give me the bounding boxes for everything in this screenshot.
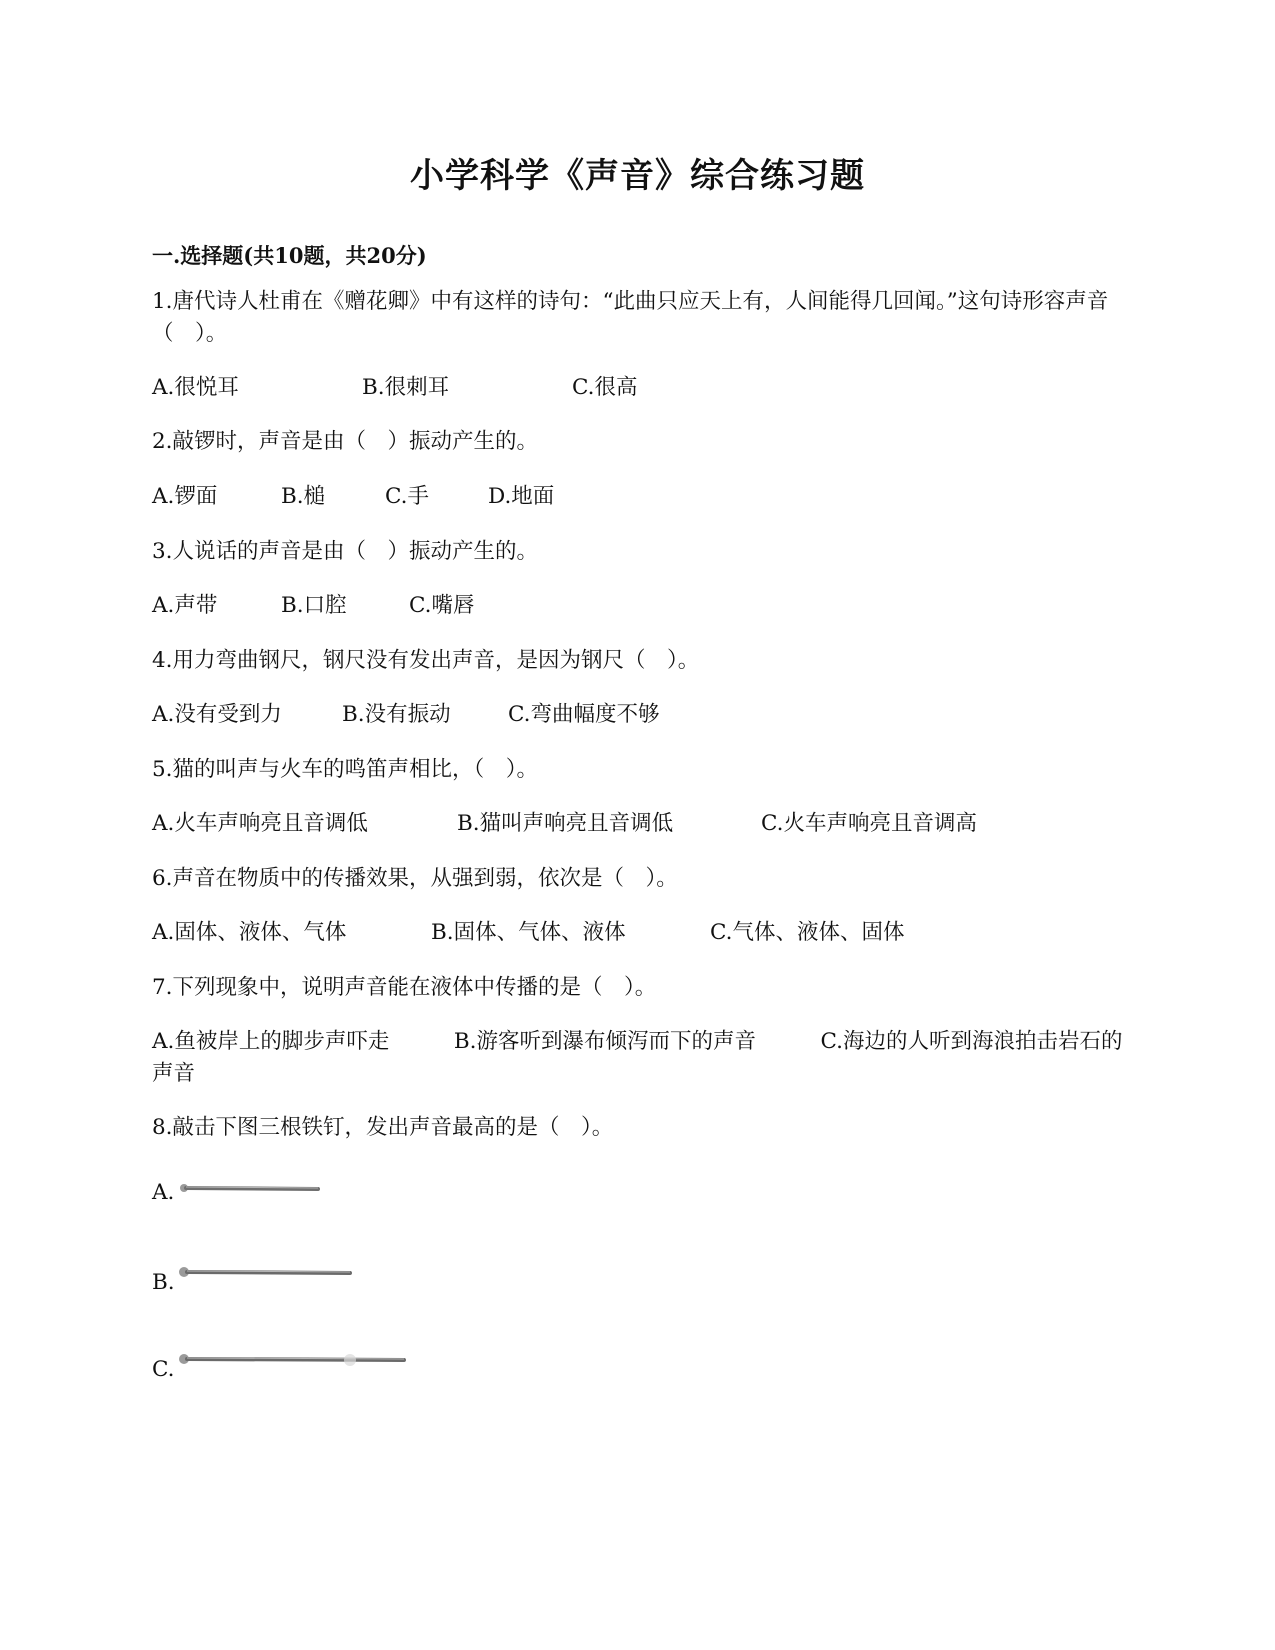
option-a[interactable]: A.固体、液体、气体 (152, 920, 347, 945)
question-4-options (152, 699, 660, 731)
option-a[interactable]: A.没有受到力 (152, 702, 282, 727)
option-label: B. (152, 1270, 175, 1295)
question-7-stem: 7.下列现象中，说明声音能在液体中传播的是（ ）。 (152, 975, 657, 1000)
question-7-options[interactable]: A.鱼被岸上的脚步声吓走 B.游客听到瀑布倾泻而下的声音 C.海边的人听到海浪拍击岩石的声音 (152, 1029, 1123, 1086)
option-c[interactable]: C.很高 (572, 375, 638, 400)
option-b[interactable]: B.很刺耳 (362, 375, 450, 400)
option-b[interactable]: B.固体、气体、液体 (431, 920, 626, 945)
question-6-options (152, 917, 905, 949)
question-4-stem: 4.用力弯曲钢尺，钢尺没有发出声音，是因为钢尺（ ）。 (152, 648, 700, 673)
option-c[interactable]: C.火车声响亮且音调高 (761, 811, 978, 836)
question-8-stem: 8.敲击下图三根铁钉，发出声音最高的是（ ）。 (152, 1115, 614, 1140)
option-label: C. (152, 1357, 175, 1382)
question-1-stem: 1.唐代诗人杜甫在《赠花卿》中有这样的诗句：“此曲只应天上有，人间能得几回闻。”这句诗形容声音（ ）。 (152, 289, 1109, 346)
section-heading: 一.选择题(共10题，共20分) (152, 243, 427, 268)
long-nail-image (178, 1347, 418, 1371)
option-a[interactable]: A.火车声响亮且音调低 (152, 811, 368, 836)
page-title: 小学科学《声音》综合练习题 (410, 156, 865, 196)
option-b[interactable]: B.没有振动 (342, 702, 451, 727)
option-a[interactable]: A.锣面 (152, 484, 218, 509)
option-b[interactable]: B.槌 (281, 484, 326, 509)
option-label: A. (152, 1180, 175, 1205)
option-d[interactable]: D.地面 (488, 484, 555, 509)
option-c[interactable]: C.弯曲幅度不够 (508, 702, 660, 727)
question-6-stem: 6.声音在物质中的传播效果，从强到弱，依次是（ ）。 (152, 866, 678, 891)
question-5-stem: 5.猫的叫声与火车的鸣笛声相比，（ ）。 (152, 757, 539, 782)
option-c[interactable]: C.手 (385, 484, 430, 509)
question-2-options (152, 481, 554, 513)
option-c[interactable]: C.嘴唇 (409, 593, 475, 618)
option-b[interactable]: B.口腔 (281, 593, 347, 618)
question-1-options (152, 372, 638, 404)
question-3-stem: 3.人说话的声音是由（ ）振动产生的。 (152, 539, 539, 564)
medium-nail-image (178, 1262, 368, 1282)
option-c[interactable]: C.气体、液体、固体 (710, 920, 905, 945)
question-2-stem: 2.敲锣时，声音是由（ ）振动产生的。 (152, 429, 539, 454)
option-a[interactable]: A.声带 (152, 593, 218, 618)
option-a[interactable]: A.很悦耳 (152, 375, 239, 400)
option-b[interactable]: B.猫叫声响亮且音调低 (457, 811, 674, 836)
question-5-options (152, 808, 977, 840)
question-3-options (152, 590, 475, 622)
short-nail-image (178, 1178, 328, 1198)
